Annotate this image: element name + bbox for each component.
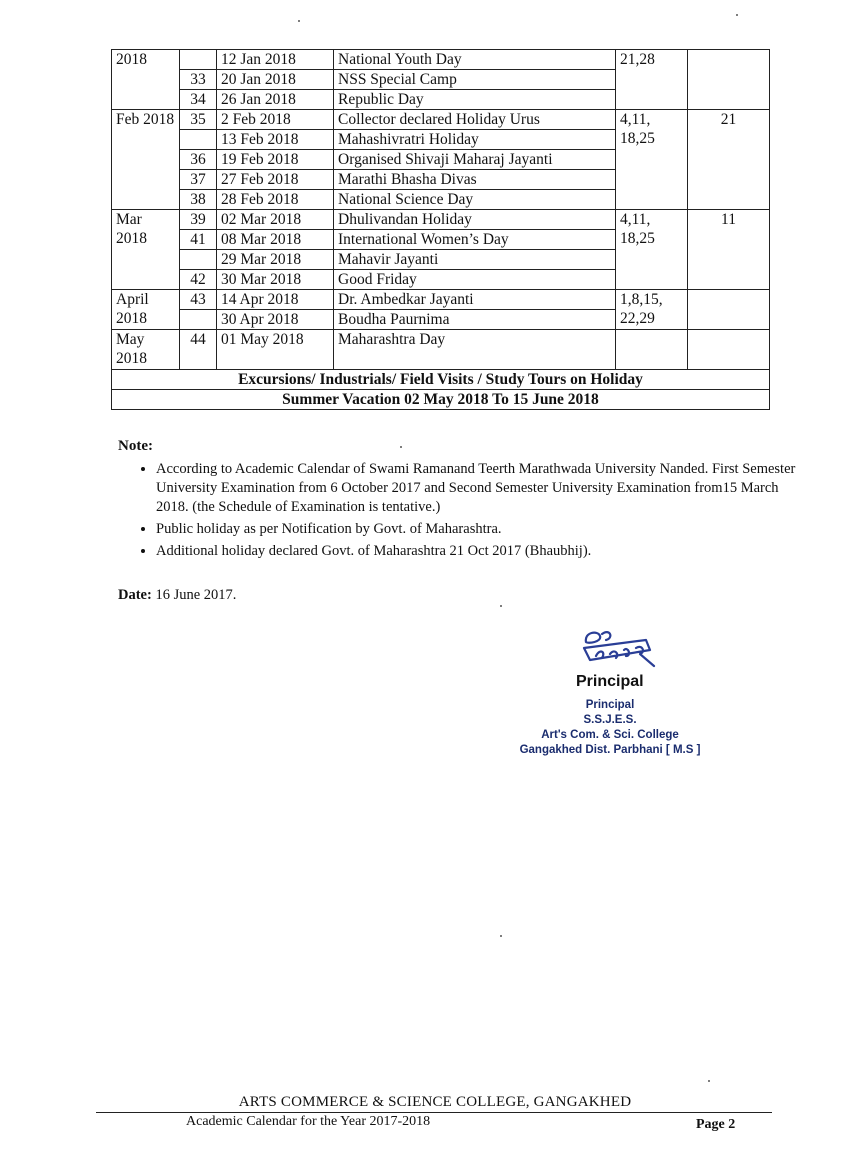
note-list (130, 460, 796, 564)
summer-vacation-cell: Summer Vacation 02 May 2018 To 15 June 2018 (112, 390, 770, 410)
date-cell: 20 Jan 2018 (217, 70, 334, 90)
lecture-cell: 33 (180, 70, 217, 90)
lecture-cell: 34 (180, 90, 217, 110)
sundays-cell: 21,28 (616, 50, 688, 110)
date-line (118, 587, 236, 604)
lecture-cell (180, 50, 217, 70)
lecture-cell: 39 (180, 210, 217, 230)
lecture-cell: 36 (180, 150, 217, 170)
event-cell: Boudha Paurnima (334, 310, 616, 330)
lecture-cell (180, 250, 217, 270)
lecture-cell: 35 (180, 110, 217, 130)
table-row (112, 210, 770, 230)
event-cell: Republic Day (334, 90, 616, 110)
sundays-cell: 1,8,15, 22,29 (616, 290, 688, 330)
lecture-cell: 43 (180, 290, 217, 310)
table-footer-row (112, 370, 770, 390)
date-value: 16 June 2017. (155, 587, 237, 603)
note-heading: Note: (118, 438, 153, 454)
date-cell: 01 May 2018 (217, 330, 334, 370)
scan-speck (736, 14, 738, 16)
event-cell: Marathi Bhasha Divas (334, 170, 616, 190)
scan-speck (500, 935, 502, 937)
date-cell: 12 Jan 2018 (217, 50, 334, 70)
sundays-cell: 4,11, 18,25 (616, 110, 688, 210)
footer-calendar-year: Academic Calendar for the Year 2017-2018 (186, 1114, 431, 1129)
footer-divider (96, 1112, 772, 1113)
stamp-line: Principal (585, 699, 635, 711)
month-cell: Mar 2018 (112, 210, 180, 290)
academic-days-cell (688, 290, 770, 330)
date-cell: 08 Mar 2018 (217, 230, 334, 250)
scan-speck (500, 605, 502, 607)
sundays-cell: 4,11, 18,25 (616, 210, 688, 290)
lecture-cell: 41 (180, 230, 217, 250)
date-cell: 28 Feb 2018 (217, 190, 334, 210)
event-cell: National Youth Day (334, 50, 616, 70)
event-cell: Mahashivratri Holiday (334, 130, 616, 150)
academic-days-cell (688, 50, 770, 110)
event-cell: Dhulivandan Holiday (334, 210, 616, 230)
date-cell: 02 Mar 2018 (217, 210, 334, 230)
academic-days-cell: 11 (688, 210, 770, 290)
event-cell: NSS Special Camp (334, 70, 616, 90)
footer-college-name: ARTS COMMERCE & SCIENCE COLLEGE, GANGAKHED (238, 1094, 632, 1110)
note-item: • Public holiday as per Notification by Govt. of Maharashtra. (156, 520, 796, 539)
excursions-note-cell: Excursions/ Industrials/ Field Visits / Study Tours on Holiday (112, 370, 770, 390)
event-cell: Collector declared Holiday Urus (334, 110, 616, 130)
principal-signature (580, 626, 660, 672)
sundays-cell (616, 330, 688, 370)
month-cell: May 2018 (112, 330, 180, 370)
month-cell: Feb 2018 (112, 110, 180, 210)
college-stamp (505, 698, 715, 758)
academic-days-cell (688, 330, 770, 370)
scan-speck (708, 1080, 710, 1082)
lecture-cell (180, 310, 217, 330)
date-cell: 30 Mar 2018 (217, 270, 334, 290)
event-cell: Dr. Ambedkar Jayanti (334, 290, 616, 310)
table-row (112, 50, 770, 70)
month-cell: April 2018 (112, 290, 180, 330)
date-cell: 13 Feb 2018 (217, 130, 334, 150)
date-cell: 14 Apr 2018 (217, 290, 334, 310)
event-cell: Mahavir Jayanti (334, 250, 616, 270)
date-cell: 2 Feb 2018 (217, 110, 334, 130)
lecture-cell: 44 (180, 330, 217, 370)
academic-calendar-table (111, 49, 770, 410)
table-row (112, 330, 770, 370)
event-cell: Maharashtra Day (334, 330, 616, 370)
stamp-line: Art's Com. & Sci. College (541, 729, 679, 741)
table-row (112, 290, 770, 310)
date-cell: 30 Apr 2018 (217, 310, 334, 330)
note-item: • According to Academic Calendar of Swami Ramanand Teerth Marathwada University Nanded. First Semester University Examination from 6 October 2017 and Second Semester University Examination from15 March 2018. (the Schedule of Examination is tentative.) (156, 460, 796, 517)
date-label: Date: (118, 587, 152, 603)
event-cell: National Science Day (334, 190, 616, 210)
date-cell: 26 Jan 2018 (217, 90, 334, 110)
month-cell: 2018 (112, 50, 180, 110)
scan-speck (298, 20, 300, 22)
date-cell: 19 Feb 2018 (217, 150, 334, 170)
scan-speck (400, 446, 402, 448)
signature-title: Principal (576, 673, 644, 690)
event-cell: International Women’s Day (334, 230, 616, 250)
page-number: Page 2 (696, 1117, 736, 1132)
stamp-line: Gangakhed Dist. Parbhani [ M.S ] (519, 744, 701, 756)
table-row (112, 110, 770, 130)
date-cell: 29 Mar 2018 (217, 250, 334, 270)
lecture-cell: 42 (180, 270, 217, 290)
stamp-line: S.S.J.E.S. (583, 714, 637, 726)
date-cell: 27 Feb 2018 (217, 170, 334, 190)
event-cell: Organised Shivaji Maharaj Jayanti (334, 150, 616, 170)
table-footer-row (112, 390, 770, 410)
event-cell: Good Friday (334, 270, 616, 290)
lecture-cell: 37 (180, 170, 217, 190)
note-item: • Additional holiday declared Govt. of Maharashtra 21 Oct 2017 (Bhaubhij). (156, 542, 796, 561)
lecture-cell: 38 (180, 190, 217, 210)
academic-days-cell: 21 (688, 110, 770, 210)
lecture-cell (180, 130, 217, 150)
